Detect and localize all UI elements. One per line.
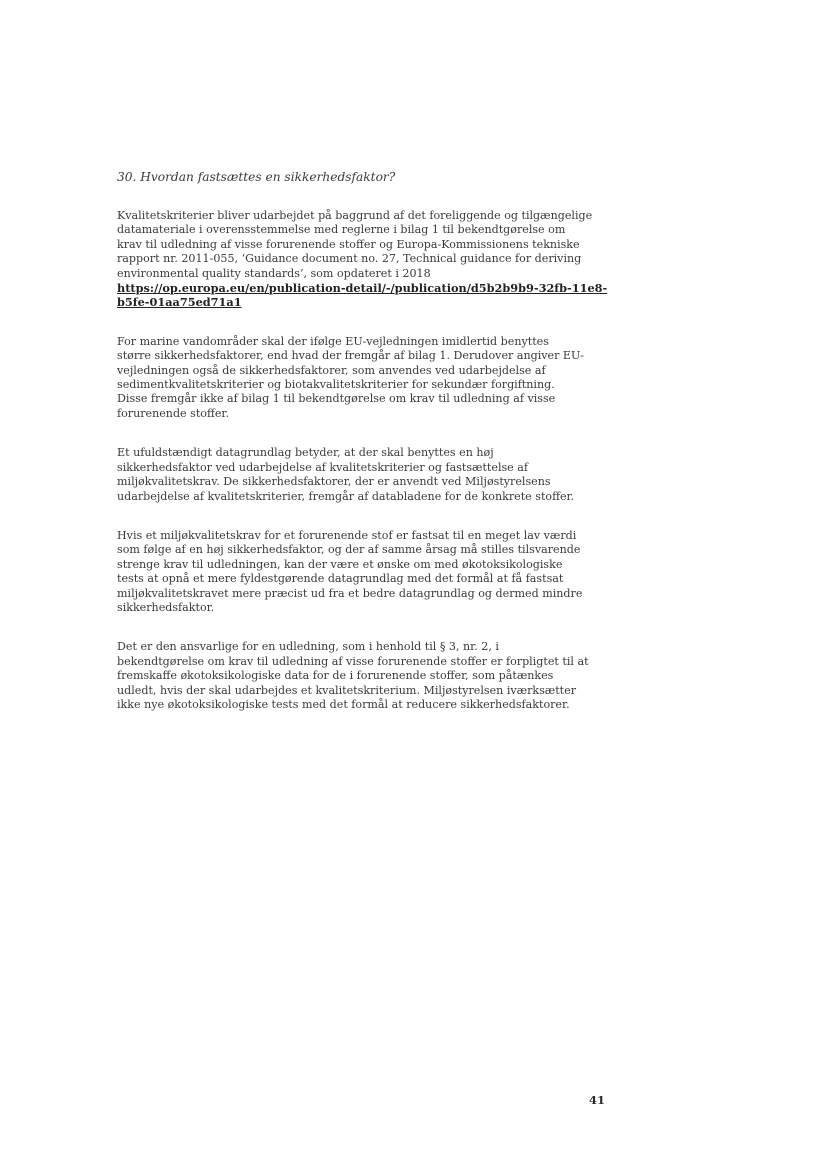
text-line: forurenende stoffer. [117, 406, 230, 420]
text-line: sedimentkvalitetskriterier og biotakvalitetskriterier for sekundær forgiftning. [117, 378, 555, 392]
text-line: environmental quality standards’, som opdateret i 2018 [117, 266, 431, 280]
text-line: som følge af en høj sikkerhedsfaktor, og der af samme årsag må stilles tilsvarende [117, 543, 581, 557]
text-line: sikkerhedsfaktor ved udarbejdelse af kvalitetskriterier og fastsættelse af [117, 460, 528, 474]
text-line: Kvalitetskriterier bliver udarbejdet på baggrund af det foreliggende og tilgængelige [117, 209, 593, 222]
text-line: datamateriale i overensstemmelse med reglerne i bilag 1 til bekendtgørelse om [117, 223, 566, 237]
page-content [117, 170, 617, 737]
text-line: krav til udledning af visse forurenende stoffer og Europa-Kommissionens tekniske [117, 237, 580, 251]
text-line: større sikkerhedsfaktorer, end hvad der fremgår af bilag 1. Derudover angiver EU- [117, 349, 584, 363]
page-number: 41 [589, 1093, 606, 1107]
text-line: For marine vandområder skal der ifølge EU-vejledningen imidlertid benyttes [117, 334, 549, 348]
publication-link-continued[interactable]: b5fe-01aa75ed71a1 [117, 295, 242, 310]
paragraph-2 [117, 335, 617, 421]
text-line: ikke nye økotoksikologiske tests med det formål at reducere sikkerhedsfaktorer. [117, 697, 570, 711]
text-line: Disse fremgår ikke af bilag 1 til bekendtgørelse om krav til udledning af visse [117, 392, 556, 406]
text-line: Det er den ansvarlige for en udledning, som i henhold til § 3, nr. 2, i [117, 640, 499, 654]
text-line: miljøkvalitetskrav. De sikkerhedsfaktorer, der er anvendt ved Miljøstyrelsens [117, 475, 551, 489]
text-line: udarbejdelse af kvalitetskriterier, fremgår af databladene for de konkrete stoffer. [117, 489, 575, 503]
section-heading: 30. Hvordan fastsættes en sikkerhedsfaktor? [117, 170, 396, 184]
publication-link[interactable]: https://op.europa.eu/en/publication-detail/-/publication/d5b2b9b9-32fb-11e8- [117, 281, 608, 296]
paragraph-5 [117, 640, 617, 712]
paragraph-3 [117, 446, 617, 504]
text-line: strenge krav til udledningen, kan der være et ønske om med økotoksikologiske [117, 557, 563, 571]
paragraph-4 [117, 529, 617, 615]
paragraph-1 [117, 209, 617, 310]
text-line: rapport nr. 2011-055, ‘Guidance document no. 27, Technical guidance for deriving [117, 252, 582, 266]
text-line: fremskaffe økotoksikologiske data for de i forurenende stoffer, som påtænkes [117, 669, 554, 683]
text-line: udledt, hvis der skal udarbejdes et kvalitetskriterium. Miljøstyrelsen iværksætter [117, 683, 577, 697]
text-line: vejledningen også de sikkerhedsfaktorer, som anvendes ved udarbejdelse af [117, 363, 546, 377]
text-line: tests at opnå et mere fyldestgørende datagrundlag med det formål at få fastsat [117, 572, 564, 586]
text-line: Et ufuldstændigt datagrundlag betyder, at der skal benyttes en høj [117, 446, 494, 460]
text-line: sikkerhedsfaktor. [117, 600, 215, 614]
text-line: Hvis et miljøkvalitetskrav for et forurenende stof er fastsat til en meget lav værdi [117, 528, 577, 542]
text-line: miljøkvalitetskravet mere præcist ud fra et bedre datagrundlag og dermed mindre [117, 586, 583, 600]
text-line: bekendtgørelse om krav til udledning af visse forurenende stoffer er forpligtet til at [117, 654, 589, 668]
